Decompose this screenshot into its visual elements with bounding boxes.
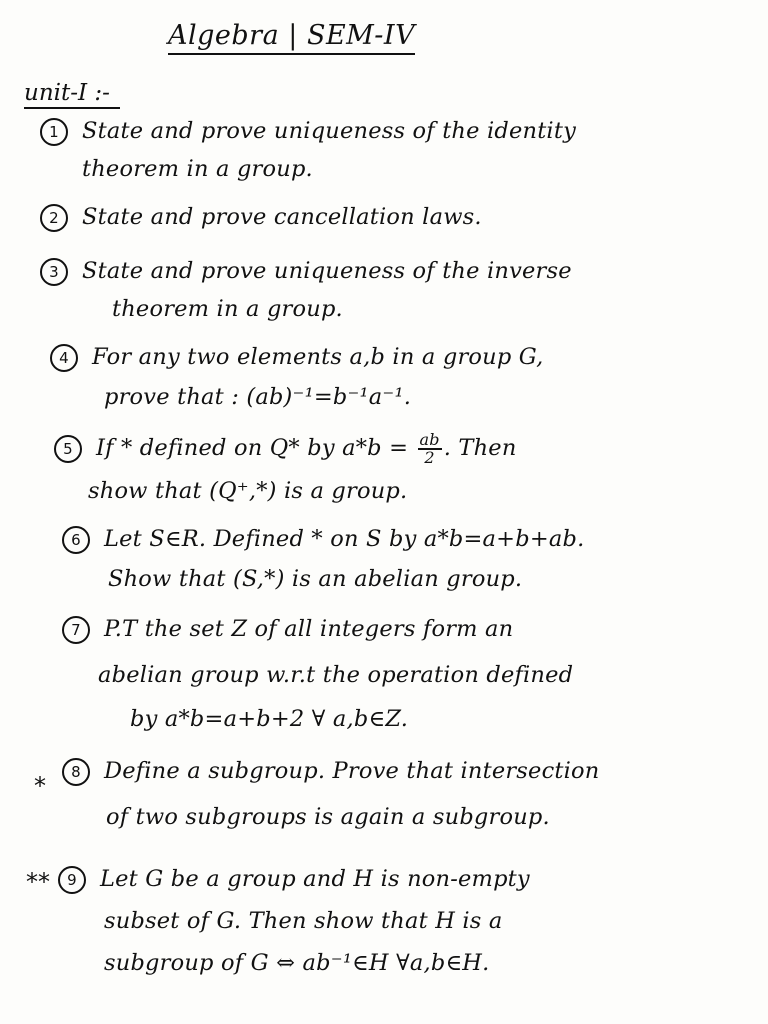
question-5-line-1	[54, 432, 517, 466]
unit-heading-text: unit-I :-	[24, 80, 110, 106]
question-number: 5	[54, 435, 82, 463]
question-7-line-2: abelian group w.r.t the operation defined	[98, 662, 574, 688]
question-8-line-2: of two subgroups is again a subgroup.	[106, 804, 550, 830]
question-text: Let S∈R. Defined * on S by a*b=a+b+ab.	[104, 526, 585, 552]
question-number: 7	[62, 616, 90, 644]
question-number: 1	[40, 118, 68, 146]
question-text: Let G be a group and H is non-empty	[100, 866, 530, 892]
question-1-line-2: theorem in a group.	[82, 156, 313, 182]
question-8-line-1	[62, 758, 599, 786]
title-underline	[168, 53, 415, 55]
question-9-line-3: subgroup of G ⇔ ab⁻¹∈H ∀a,b∈H.	[104, 950, 490, 976]
question-text: State and prove uniqueness of the identity	[82, 118, 576, 144]
question-number: 8	[62, 758, 90, 786]
question-text: State and prove cancellation laws.	[82, 204, 482, 230]
question-number: 2	[40, 204, 68, 232]
star-marker: *	[34, 772, 46, 800]
question-text-end: . Then	[443, 435, 517, 461]
question-text: P.T the set Z of all integers form an	[104, 616, 514, 642]
question-1-line-1	[40, 118, 576, 146]
unit-underline	[24, 107, 120, 109]
question-3-line-2: theorem in a group.	[112, 296, 343, 322]
question-9-line-1	[58, 866, 530, 894]
question-6-line-1	[62, 526, 584, 554]
question-5-line-2: show that (Q⁺,*) is a group.	[88, 478, 408, 504]
question-number: 6	[62, 526, 90, 554]
question-4-line-1	[50, 344, 544, 372]
question-6-line-2: Show that (S,*) is an abelian group.	[108, 566, 523, 592]
question-number: 9	[58, 866, 86, 894]
question-number: 3	[40, 258, 68, 286]
page-title	[168, 20, 415, 51]
question-text: State and prove uniqueness of the inverse	[82, 258, 572, 284]
question-4-line-2: prove that : (ab)⁻¹=b⁻¹a⁻¹.	[104, 384, 412, 410]
star-marker: **	[26, 868, 50, 896]
question-2-line-1	[40, 204, 482, 232]
fraction-denominator: 2	[424, 448, 435, 467]
question-text: Define a subgroup. Prove that intersection	[104, 758, 600, 784]
fraction-numerator: ab	[419, 430, 440, 449]
question-7-line-3: by a*b=a+b+2 ∀ a,b∈Z.	[130, 706, 409, 732]
unit-heading	[24, 80, 110, 106]
question-7-line-1	[62, 616, 513, 644]
question-text: If * defined on Q* by a*b =	[96, 435, 409, 461]
question-3-line-1	[40, 258, 572, 286]
fraction	[418, 432, 442, 466]
question-text: For any two elements a,b in a group G,	[92, 344, 544, 370]
question-9-line-2: subset of G. Then show that H is a	[104, 908, 503, 934]
question-number: 4	[50, 344, 78, 372]
page-title-text: Algebra | SEM-IV	[168, 20, 416, 51]
